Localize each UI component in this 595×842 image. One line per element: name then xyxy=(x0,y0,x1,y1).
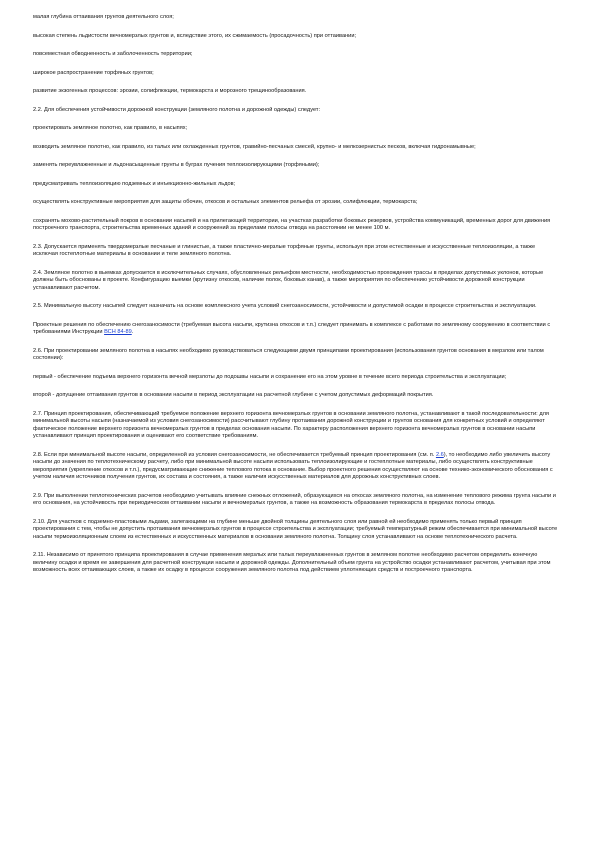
paragraph: 2.3. Допускается применять твердомерзлые песчаные и глинистые, а также пластично-мерзлые торфяные грунты, используя при этом естественные и искусственные теплоизоляции, а также исключая гостеплотные материалы в основании и теле земляного полотна. xyxy=(33,243,536,257)
paragraph: 2.11. Независимо от принятого принципа проектирования в случае применения мерзлых или талых переувлажненных грунтов в земляном полотне необходимо расчетом определить конечную величину осадки и время ее завершения для расчетной конструкции насыпи и дорожной одежды. Дополнительный объем грунта на устройство осадки устанавливают расчетом, учитывая при этом возможность всех оттаивающих слоев, а также их осадку в процессе сооружения земляного полотна под действием уплотняющих средств и построечного транспорта. xyxy=(33,552,551,573)
paragraph-with-link xyxy=(33,452,561,482)
paragraph: широкое распространение торфяных грунтов; xyxy=(33,69,154,76)
paragraph: 2.4. Земляное полотно в выемках допускается в исключительных случаях, обусловленных рельефом местности, необходимостью прохождения трассы в пределах допустимых уклонов, которые должны быть обоснованы в проекте. Конфигурацию выемки (крутизну откосов, наличие полок, боковых канав), а также мероприятия по обеспечению устойчивости дорожной конструкции устанавливают расчетом. xyxy=(33,269,544,291)
paragraph: малая глубина оттаивания грунтов деятельного слоя; xyxy=(33,14,174,20)
paragraph-text: ), то необходимо либо увеличить высоту насыпи до значения по теплотехническому расчету, либо при минимальной высоте насыпи использовать теплоизолирующие и гостеплотные материалы, либо осуществлять конструктивные мероприятия (укрепление откосов и т.п.), предусматривающие снижение теплового потока в основание. Выбор проектного решения осуществляют на основе технико-экономического обоснования с учетом наличия источников получения грунтов, их состава и состояния, а также наличия искусственных материалов для дорожных конструктивных слоев. xyxy=(33,451,553,480)
paragraph: повсеместная обводненность и заболоченность территории; xyxy=(33,51,193,57)
paragraph-with-link xyxy=(33,322,561,337)
paragraph: второй - допущение оттаивания грунтов в основании насыпи в период эксплуатации на расчетной глубине с учетом допустимых деформаций покрытия. xyxy=(33,392,434,398)
paragraph-text: 2.8. Если при минимальной высоте насыпи, определенной из условия снегозаносимости, не обеспечивается требуемый принцип проектирования (см. п. xyxy=(33,451,436,458)
paragraph: высокая степень льдистости вечномерзлых грунтов и, вследствие этого, их сжимаемость (просадочность) при оттаивании; xyxy=(33,32,357,39)
paragraph: проектировать земляное полотно, как правило, в насыпях; xyxy=(33,125,188,131)
paragraph: возводить земляное полотно, как правило, из талых или охлажденных грунтов, гравийно-песчаных смесей, крупно- и мелкозернистых песков, включая гидронамывные; xyxy=(33,143,476,150)
paragraph: осуществлять конструктивные мероприятия для защиты обочин, откосов и остальных элементов рельефа от эрозии, солифлюкции, термокарста; xyxy=(33,199,418,205)
paragraph: 2.5. Минимальную высоту насыпей следует назначать на основе комплексного учета условий снегозаносимости, устойчивости и допустимой осадки в процессе строительства и эксплуатации. xyxy=(33,303,537,309)
document-link[interactable]: ВСН 84-89 xyxy=(104,329,132,335)
paragraph: первый - обеспечение подъема верхнего горизонта вечной мерзлоты до подошвы насыпи и сохранение его на этом уровне в течение всего периода строительства и эксплуатации; xyxy=(33,373,507,380)
paragraph: 2.6. При проектировании земляного полотна в насыпях необходимо руководствоваться следующими двумя принципами проектирования (использования грунтов основания в мерзлом или талом состоянии): xyxy=(33,347,544,361)
paragraph-text: Проектные решения по обеспечению снегозаносимости (требуемая высота насыпи, крутизна откосов и т.п.) следует принимать в комплексе с работами по земляному сооружению в соответствии с требованиями Инструкции xyxy=(33,321,551,335)
section-link[interactable]: 2.6 xyxy=(435,451,444,458)
paragraph: предусматривать теплоизоляцию подземных и инъекционно-жильных льдов; xyxy=(33,180,236,187)
paragraph: сохранять мохово-растительный покров в основании насыпей и на прилегающей территории, на участках разработки боковых резервов, устройства коммуникаций, временных дорог для движения построечного транспорта, строительства временных зданий и сооружений за пределами полосы отвода на расстоянии не менее 100 м. xyxy=(33,217,551,231)
paragraph: развитие экзогенных процессов: эрозии, солифлюкции, термокарста и морозного трещинообразования. xyxy=(33,88,307,94)
paragraph-text: . xyxy=(131,329,134,335)
paragraph: 2.10. Для участков с подземно-пластовыми льдами, залегающими на глубине меньше двойной толщины деятельного слоя или равной ей необходимо применять только первый принцип проектирования с тем, чтобы не допустить протаивания вечномерзлых грунтов в процессе строительства и эксплуатации; требуемый температурный режим обеспечивается при минимальной высоте насыпи термоизоляционным слоем из естественных и искусственных материалов в основании земляного полотна. Толщину слоя устанавливают на основе теплотехнического расчета. xyxy=(33,518,558,540)
paragraph: 2.7. Принцип проектирования, обеспечивающий требуемое положение верхнего горизонта вечномерзлых грунтов в основании земляного полотна, устанавливают в такой последовательности: для минимальной высоты насыпи (назначаемой из условия снегозаносимости) рассчитывают глубину протаивания дорожной конструкции и грунтов основания для конкретных условий и определяют фактическое положение верхнего горизонта вечномерзлых грунтов в пределах основания насыпи. По характеру расположения верхнего горизонта вечномерзлых грунтов в основании насыпи устанавливают принцип проектирования и оценивают его соответствие требованиям. xyxy=(33,410,549,439)
paragraph: заменять переувлажненные и льдонасыщенные грунты в буграх пучения теплоизолирующими (торфяными); xyxy=(33,162,320,168)
paragraph: 2.2. Для обеспечения устойчивости дорожной конструкции (земляного полотна и дорожной одежды) следует: xyxy=(33,106,321,113)
paragraph: 2.9. При выполнении теплотехнических расчетов необходимо учитывать влияние снежных отложений, образующихся на откосах земляного полотна, на изменение теплового режима грунта насыпи и его основания, на устойчивость при периодическом оттаивании насыпи и вечномерзлых грунтов, а также на возможность образования термокарста в пределах полосы отвода. xyxy=(33,492,556,506)
